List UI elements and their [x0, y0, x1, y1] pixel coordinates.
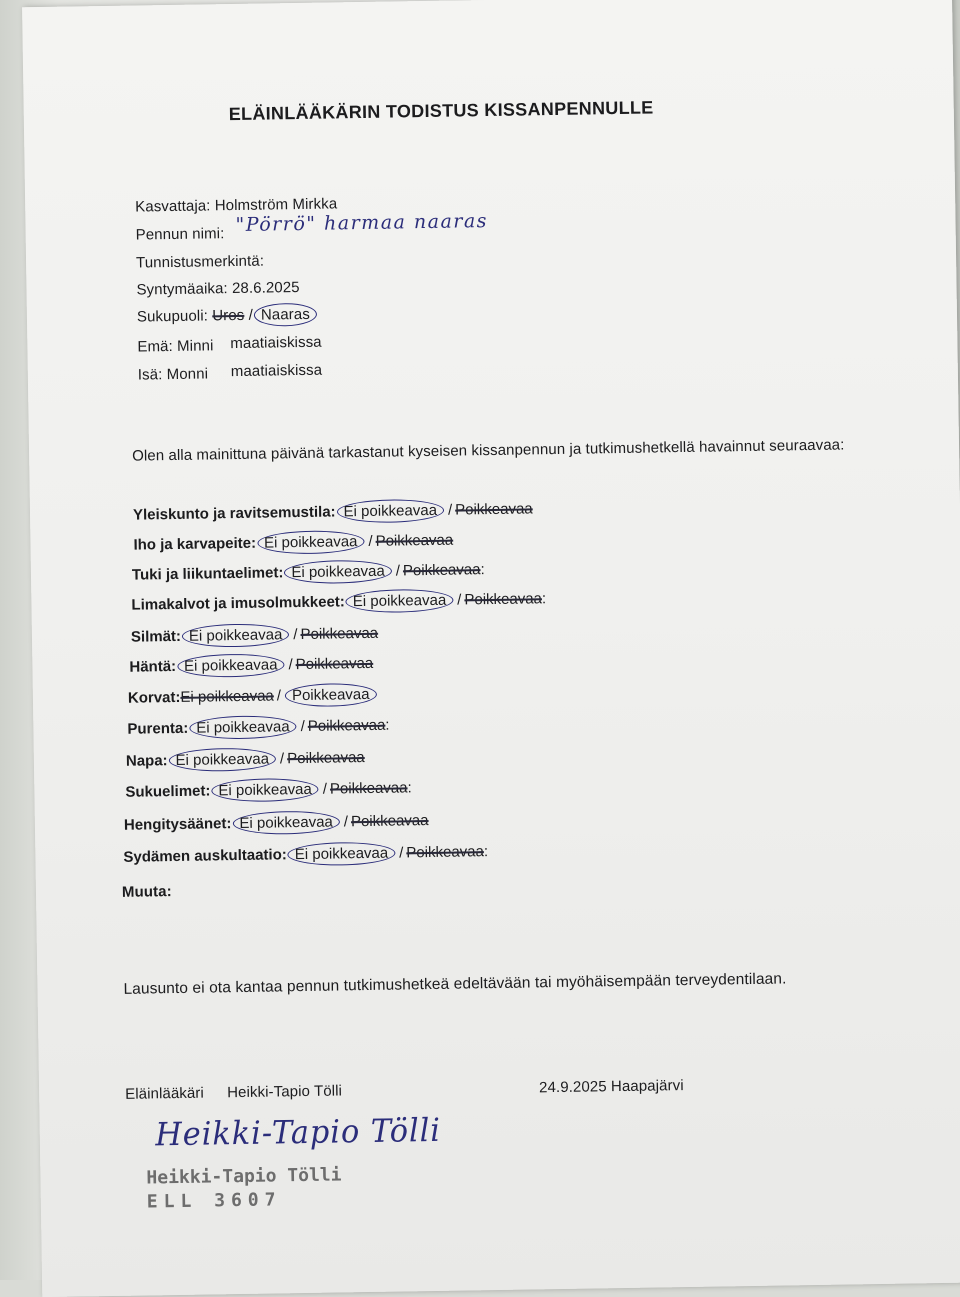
- option-abnormal-struck: Poikkeavaa: [403, 561, 481, 579]
- birth-line: [136, 279, 299, 299]
- option-separator: /: [344, 813, 348, 830]
- exam-row: [126, 746, 365, 773]
- option-separator: /: [293, 626, 297, 643]
- option-abnormal-struck: Poikkeavaa: [464, 590, 542, 608]
- option-normal-circled: Ei poikkeavaa: [232, 810, 340, 835]
- stamp-name: Heikki-Tapio Tölli: [146, 1164, 341, 1188]
- option-separator: /: [399, 844, 403, 861]
- document-title: ELÄINLÄÄKÄRIN TODISTUS KISSANPENNULLE: [229, 97, 654, 125]
- option-normal-circled: Ei poikkeavaa: [284, 560, 392, 585]
- sex-line: [137, 303, 318, 329]
- option-normal-circled: Ei poikkeavaa: [336, 499, 444, 524]
- exam-row: [123, 840, 488, 869]
- kitten-name-line: [136, 225, 225, 243]
- option-normal-circled: Ei poikkeavaa: [257, 530, 365, 555]
- option-separator: /: [277, 687, 281, 704]
- exam-row-label: Hengitysäänet:: [124, 815, 232, 834]
- exam-row-label: Yleiskunto ja ravitsemustila:: [133, 503, 336, 523]
- father-line: [138, 365, 208, 383]
- option-separator: /: [323, 781, 327, 798]
- stamp-id: ELL 3607: [147, 1189, 282, 1212]
- vet-signature: Heikki-Tapio Tölli: [155, 1111, 441, 1153]
- option-separator: /: [288, 656, 292, 673]
- exam-row-label: Sydämen auskultaatio:: [123, 846, 287, 866]
- row-end-mark: :: [542, 590, 546, 607]
- exam-row: [129, 652, 373, 679]
- exam-row-label: Korvat:: [128, 689, 181, 707]
- mother-breed: maatiaiskissa: [230, 334, 322, 352]
- option-normal-circled: Ei poikkeavaa: [189, 715, 297, 740]
- sex-female-circled: Naaras: [254, 303, 317, 327]
- option-normal-circled: Ei poikkeavaa: [346, 589, 454, 614]
- sex-label: Sukupuoli:: [137, 307, 208, 325]
- exam-row: [127, 714, 389, 741]
- exam-row: [132, 558, 485, 587]
- option-normal-struck: Ei poikkeavaa: [180, 687, 274, 705]
- father-breed: maatiaiskissa: [231, 362, 323, 380]
- option-abnormal-struck: Poikkeavaa: [308, 717, 386, 735]
- option-abnormal-struck: Poikkeavaa: [296, 655, 374, 673]
- row-end-mark: :: [484, 843, 488, 860]
- exam-row: [124, 809, 429, 837]
- kitten-name-label: Pennun nimi:: [136, 225, 225, 243]
- option-normal-circled: Ei poikkeavaa: [177, 653, 285, 678]
- sex-male-struck: Uros: [212, 307, 244, 325]
- option-normal-circled: Ei poikkeavaa: [182, 623, 290, 648]
- mother-name: Minni: [177, 337, 214, 355]
- option-abnormal-struck: Poikkeavaa: [455, 500, 533, 518]
- exam-row-label: Sukuelimet:: [125, 782, 210, 800]
- option-abnormal-struck: Poikkeavaa: [375, 532, 453, 550]
- birth-value: 28.6.2025: [232, 279, 300, 297]
- option-normal-circled: Ei poikkeavaa: [288, 842, 396, 867]
- vet-label: Eläinlääkäri: [125, 1085, 204, 1103]
- birth-label: Syntymäaika:: [136, 280, 228, 298]
- exam-row: [125, 776, 412, 803]
- exam-row-label: Silmät:: [131, 628, 181, 646]
- row-end-mark: :: [385, 717, 389, 734]
- exam-row-label: Häntä:: [129, 658, 176, 676]
- exam-row: [131, 587, 546, 617]
- row-end-mark: :: [407, 779, 411, 796]
- option-abnormal-struck: Poikkeavaa: [300, 625, 378, 643]
- exam-row: [131, 622, 378, 649]
- option-separator: /: [457, 591, 461, 608]
- row-end-mark: :: [480, 561, 484, 578]
- option-separator: /: [448, 502, 452, 519]
- mother-label: Emä:: [137, 338, 173, 356]
- date-place: 24.9.2025 Haapajärvi: [539, 1077, 684, 1096]
- exam-row-label: Limakalvot ja imusolmukkeet:: [131, 593, 345, 613]
- other-label: Muuta:: [122, 883, 172, 901]
- exam-row: [133, 497, 533, 526]
- option-abnormal-circled: Poikkeavaa: [285, 683, 377, 707]
- kitten-name-handwritten: "Pörrö" harmaa naaras: [235, 210, 488, 236]
- exam-row-label: Purenta:: [127, 720, 188, 738]
- mother-line: [137, 337, 213, 355]
- intro-text: Olen alla mainittuna päivänä tarkastanut kyseisen kissanpennun ja tutkimushetkellä havainnut seuraavaa:: [132, 436, 845, 464]
- vet-name: Heikki-Tapio Tölli: [227, 1082, 342, 1101]
- certificate-paper: [22, 0, 960, 1297]
- option-separator: /: [280, 750, 284, 767]
- breeder-value: Holmström Mirkka: [215, 195, 338, 214]
- option-separator: /: [396, 562, 400, 579]
- sex-separator: /: [248, 307, 253, 324]
- father-name: Monni: [167, 365, 209, 383]
- option-separator: /: [301, 718, 305, 735]
- breeder-label: Kasvattaja:: [135, 197, 211, 215]
- option-normal-circled: Ei poikkeavaa: [211, 778, 319, 803]
- exam-row: [128, 683, 378, 710]
- exam-row-label: Iho ja karvapeite:: [133, 535, 256, 554]
- statement-text: Lausunto ei ota kantaa pennun tutkimushetkeä edeltävään tai myöhäisempään terveydentilaan.: [123, 970, 786, 998]
- id-mark-label: Tunnistusmerkintä:: [136, 253, 264, 272]
- exam-row-label: Tuki ja liikuntaelimet:: [132, 564, 284, 583]
- exam-row: [133, 529, 453, 557]
- father-label: Isä:: [138, 366, 163, 383]
- option-abnormal-struck: Poikkeavaa: [406, 843, 484, 861]
- option-separator: /: [368, 533, 372, 550]
- exam-row-label: Napa:: [126, 752, 168, 770]
- option-abnormal-struck: Poikkeavaa: [330, 779, 408, 797]
- option-abnormal-struck: Poikkeavaa: [287, 749, 365, 767]
- option-normal-circled: Ei poikkeavaa: [168, 747, 276, 772]
- option-abnormal-struck: Poikkeavaa: [351, 812, 429, 830]
